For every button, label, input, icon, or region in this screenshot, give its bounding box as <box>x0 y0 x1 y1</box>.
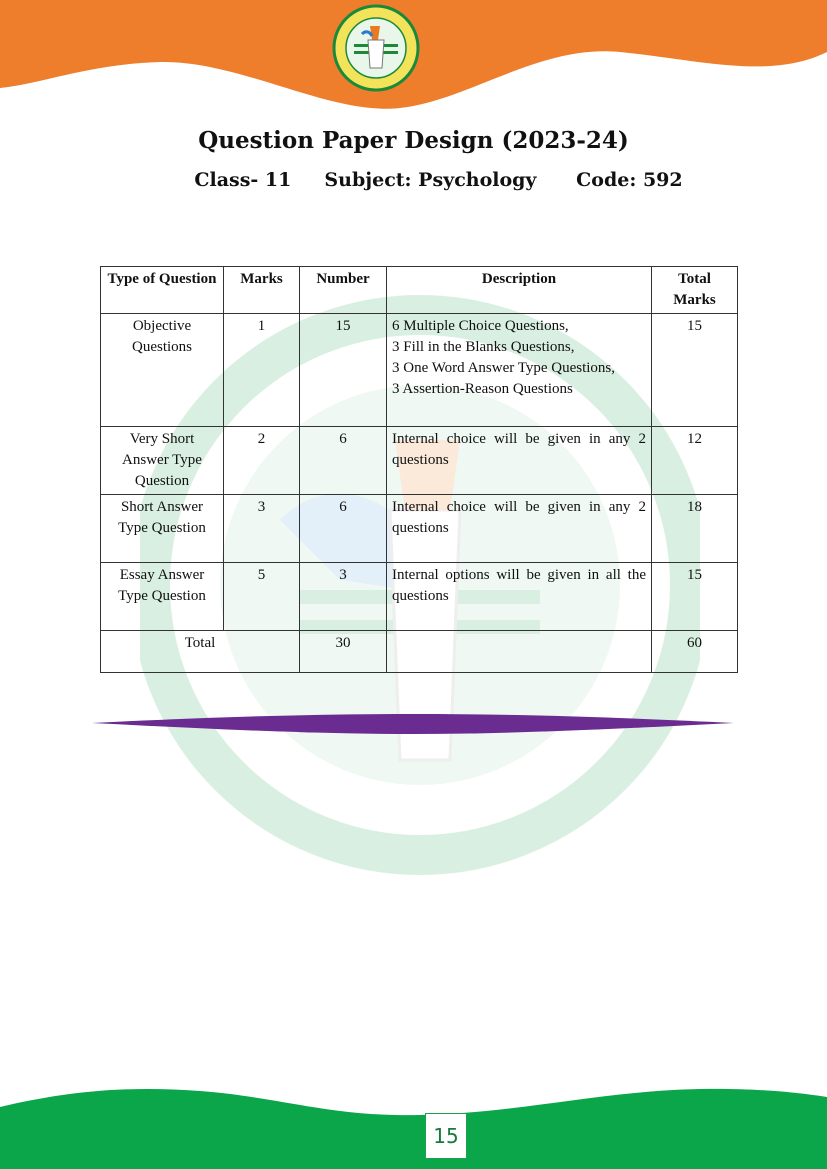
table-header-row <box>101 267 738 314</box>
description-line: 3 Fill in the Blanks Questions, <box>392 339 575 355</box>
header-description: Description <box>387 267 652 314</box>
board-logo <box>332 4 420 92</box>
cell-type: Short Answer Type Question <box>101 495 224 563</box>
page-number: 15 <box>425 1113 467 1159</box>
header-marks: Marks <box>224 267 300 314</box>
cell-description <box>387 314 652 427</box>
table-row <box>101 314 738 427</box>
cell-marks: 5 <box>224 563 300 631</box>
cell-total: 18 <box>652 495 738 563</box>
cell-description: Internal options will be given in all the questions <box>387 563 652 631</box>
table-row <box>101 563 738 631</box>
cell-marks: 1 <box>224 314 300 427</box>
cell-total: 15 <box>652 314 738 427</box>
table-total-row <box>101 631 738 673</box>
total-label: Total <box>101 631 300 673</box>
table-row <box>101 427 738 495</box>
description-line: 3 Assertion-Reason Questions <box>392 381 573 397</box>
table-row <box>101 495 738 563</box>
description-line: 3 One Word Answer Type Questions, <box>392 360 616 376</box>
cell-type: Objective Questions <box>101 314 224 427</box>
class-subject-code: Class- 11 Subject: Psychology Code: 592 <box>194 169 683 191</box>
cell-number: 3 <box>300 563 387 631</box>
bottom-green-wave <box>0 1079 827 1169</box>
cell-type: Very Short Answer Type Question <box>101 427 224 495</box>
cell-number: 6 <box>300 495 387 563</box>
cell-marks: 2 <box>224 427 300 495</box>
cell-type: Essay Answer Type Question <box>101 563 224 631</box>
header-total-marks: Total Marks <box>652 267 738 314</box>
cell-number: 15 <box>300 314 387 427</box>
section-divider <box>92 712 734 736</box>
question-paper-design-table <box>100 266 738 673</box>
cell-total: 12 <box>652 427 738 495</box>
total-marks: 60 <box>652 631 738 673</box>
header-number: Number <box>300 267 387 314</box>
header-type: Type of Question <box>101 267 224 314</box>
cell-number: 6 <box>300 427 387 495</box>
cell-total: 15 <box>652 563 738 631</box>
page-title: Question Paper Design (2023-24) <box>198 127 629 154</box>
description-line: 6 Multiple Choice Questions, <box>392 318 569 334</box>
cell-description: Internal choice will be given in any 2 questions <box>387 495 652 563</box>
cell-description: Internal choice will be given in any 2 questions <box>387 427 652 495</box>
total-number: 30 <box>300 631 387 673</box>
total-description-empty <box>387 631 652 673</box>
cell-marks: 3 <box>224 495 300 563</box>
